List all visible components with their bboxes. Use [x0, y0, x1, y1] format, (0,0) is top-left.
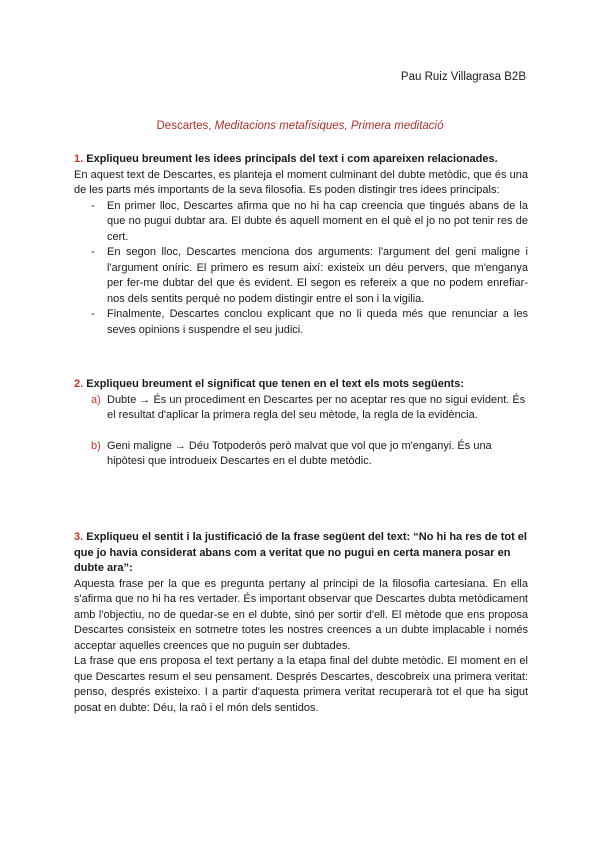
question-1-text: Expliqueu breument les idees principals del text i com apareixen relacionades.	[83, 153, 498, 165]
list-dash: -	[91, 308, 95, 320]
list-item	[74, 307, 528, 338]
question-2-number: 2.	[74, 378, 84, 390]
list-item-text: En primer lloc, Descartes afirma que no hi ha cap creencia que tingués abans de la que no pugui dubtar ara. El dubte és aquell moment en el què el jo no pot tenir res de cert.	[107, 199, 528, 243]
question-3-heading	[74, 530, 528, 577]
question-1-list	[74, 199, 528, 339]
author-line: Pau Ruiz Villagrasa B2B	[400, 71, 526, 83]
question-3-text: Expliqueu el sentit i la justificació de la frase següent del text: “No hi ha res de tot el que jo havia considerat abans com a veritat que no pugui en certa manera posar en dubte ara”:	[74, 531, 527, 574]
list-item-text: Geni maligne → Déu Totpoderós però malvat que vol que jo m'enganyi. És una hipòtesi que introdueix Descartes en el dubte metòdic.	[107, 439, 492, 467]
list-item	[74, 393, 528, 424]
question-3-number: 3.	[74, 531, 84, 543]
list-item-text: En segon lloc, Descartes menciona dos arguments: l'argument del geni maligne i l'argument oníric. El primero es resum així: existeix un déu pervers, que m'enganya per fer-me dubtar del que és evident. El segon es refereix a que no podem enrefiar-nos dels sentits perquè no podem distingir entre el son i la vigilia.	[107, 246, 528, 305]
question-3-paragraph-1: Aquesta frase per la que es pregunta pertany al principi de la filosofia cartesiana. En ella s'afirma que no hi ha res vertader. És important observar que Descartes dubta metòdicament amb l'objectiu, no de quedar-se en el dubte, sinó per sortir d'ell. El mètode que ens proposa Descartes consisteix en sotmetre totes les nostres creences a un dubte implacable i només acceptar aquelles creences que no puguin ser dubtades.	[74, 577, 528, 652]
question-3-paragraph-2: La frase que ens proposa el text pertany a la etapa final del dubte metòdic. El moment en el que Descartes resum el seu pensament. Després Descartes, descobreix una primera veritat: penso, després existeixo. I a partir d'aquesta primera veritat recuperarà tot el que ha sigut posat en dubte: Déu, la raò i el món dels sentidos.	[74, 655, 528, 714]
list-dash: -	[91, 199, 95, 212]
question-1-intro: En aquest text de Descartes, es planteja el moment culminant del dubte metòdic, que és una de les parts més importants de la seva filosofia. Es poden distingir tres idees principals:	[74, 168, 528, 196]
list-marker-a: a)	[91, 393, 101, 406]
list-item-text: Finalmente, Descartes conclou explicant que no li queda més que renunciar a les seves opinions i suspendre el seu judici.	[107, 308, 528, 336]
list-item	[74, 245, 528, 307]
question-2-section	[74, 377, 528, 470]
question-2-list	[74, 393, 528, 470]
question-1-section	[74, 152, 528, 338]
list-item	[74, 199, 528, 246]
question-3-section	[74, 530, 528, 716]
question-2-heading	[74, 377, 528, 393]
title-work: Meditacions metafísiques, Primera meditació	[214, 120, 444, 132]
list-marker-b: b)	[91, 439, 101, 452]
list-dash: -	[91, 246, 95, 258]
question-1-heading	[74, 152, 528, 168]
question-2-text: Expliqueu breument el significat que tenen en el text els mots següents:	[83, 378, 464, 390]
list-item-text: Dubte → És un procediment en Descartes per no aceptar res que no sigui evident. És el resultat d'aplicar la primera regla del seu mètode, la regla de la evidència.	[107, 393, 526, 421]
list-spacer	[74, 424, 528, 439]
list-item	[74, 439, 528, 470]
document-title	[0, 120, 600, 132]
question-1-number: 1.	[74, 153, 84, 165]
title-author: Descartes,	[156, 120, 215, 132]
